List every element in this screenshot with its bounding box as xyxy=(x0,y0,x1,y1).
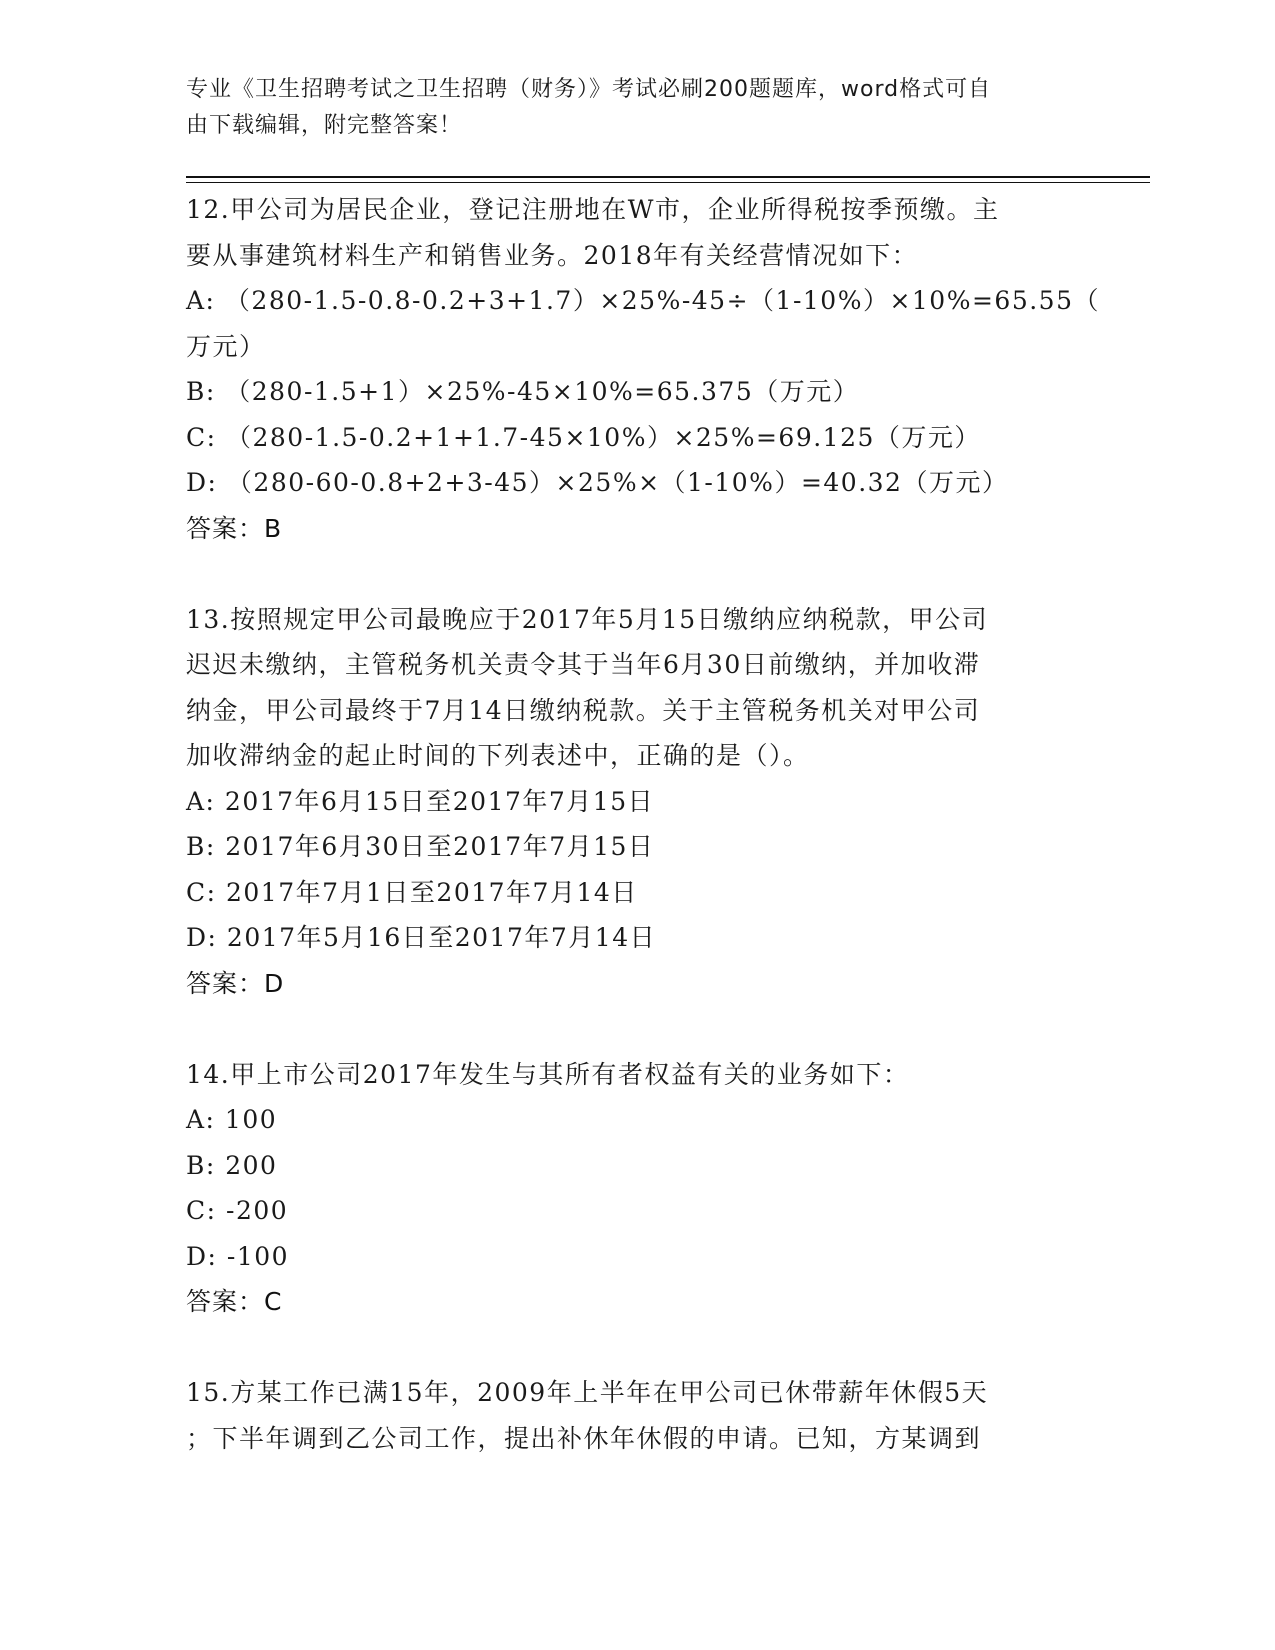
answer-line: 答案：B xyxy=(186,513,283,543)
option-d: D: -100 xyxy=(186,1241,290,1271)
question-text-line: 12.甲公司为居民企业，登记注册地在W市，企业所得税按季预缴。主 xyxy=(186,195,1000,224)
option-c: C: （280-1.5-0.2+1+1.7-45×10%）×25%=69.125（万元） xyxy=(186,422,981,452)
header-line-1: 专业《卫生招聘考试之卫生招聘（财务）》考试必刷200题题库，word格式可自 xyxy=(186,77,992,102)
question-12 xyxy=(186,187,1100,551)
header-divider-thick xyxy=(186,176,1150,178)
option-b: B: 200 xyxy=(186,1150,278,1180)
question-spacer xyxy=(186,1325,1086,1371)
question-text-line: 要从事建筑材料生产和销售业务。2018年有关经营情况如下： xyxy=(186,240,919,270)
question-text-line: 13.按照规定甲公司最晚应于2017年5月15日缴纳应纳税款，甲公司 xyxy=(186,604,989,634)
question-spacer xyxy=(186,1006,1086,1052)
question-14 xyxy=(186,1052,1086,1325)
answer-line: 答案：D xyxy=(186,968,285,998)
question-text-line: 迟迟未缴纳，主管税务机关责令其于当年6月30日前缴纳，并加收滞 xyxy=(186,650,981,679)
question-15 xyxy=(186,1370,1086,1461)
question-text-line: 纳金，甲公司最终于7月14日缴纳税款。关于主管税务机关对甲公司 xyxy=(186,695,981,725)
option-c: C: -200 xyxy=(186,1196,289,1225)
option-a-continued: 万元） xyxy=(186,331,266,361)
question-spacer xyxy=(186,551,1086,597)
question-text-line: 14.甲上市公司2017年发生与其所有者权益有关的业务如下： xyxy=(186,1059,910,1089)
option-d: D: 2017年5月16日至2017年7月14日 xyxy=(186,923,657,952)
answer-line: 答案：C xyxy=(186,1287,283,1316)
question-text-line: ；下半年调到乙公司工作，提出补休年休假的申请。已知，方某调到 xyxy=(186,1423,982,1453)
header-line-2: 由下载编辑，附完整答案！ xyxy=(186,113,463,138)
question-text-line: 15.方某工作已满15年，2009年上半年在甲公司已休带薪年休假5天 xyxy=(186,1378,989,1407)
option-b: B: （280-1.5+1）×25%-45×10%=65.375（万元） xyxy=(186,377,860,406)
page-header xyxy=(186,72,1066,144)
option-a: A: 2017年6月15日至2017年7月15日 xyxy=(186,786,655,816)
question-text-line: 加收滞纳金的起止时间的下列表述中，正确的是（）。 xyxy=(186,741,810,770)
option-c: C: 2017年7月1日至2017年7月14日 xyxy=(186,877,638,907)
option-b: B: 2017年6月30日至2017年7月15日 xyxy=(186,832,655,861)
option-d: D: （280-60-0.8+2+3-45）×25%×（1-10%）=40.32（万元） xyxy=(186,468,1009,497)
option-a: A: （280-1.5-0.8-0.2+3+1.7）×25%-45÷（1-10%）×10%=65.55（ xyxy=(186,286,1100,315)
option-a: A: 100 xyxy=(186,1105,278,1134)
question-list xyxy=(186,187,1100,1461)
question-13 xyxy=(186,597,1086,1007)
header-divider-thin xyxy=(186,182,1150,183)
